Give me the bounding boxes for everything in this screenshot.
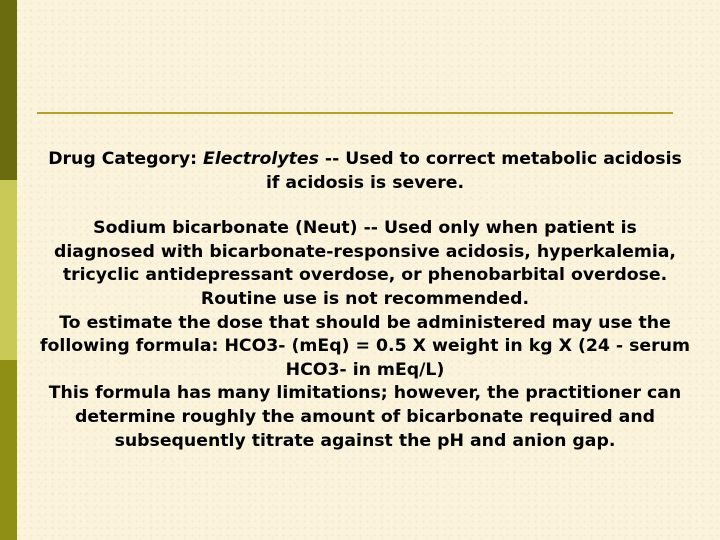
category-prefix: Drug Category: — [48, 149, 198, 169]
limitations-paragraph: This formula has many limitations; however, the practitioner can determine roughly the amount of bicarbonate required and subsequently titrate against the pH and anion gap. — [48, 383, 682, 451]
title-divider-line — [37, 112, 673, 114]
formula-paragraph: To estimate the dose that should be administered may use the following formula: HCO3- (mEq) = 0.5 X weight in kg X (24 - serum HCO3- in mEq/L) — [40, 312, 690, 380]
drug-category-paragraph — [40, 148, 690, 195]
sidebar-accent-middle — [0, 180, 17, 360]
category-description: -- Used to correct metabolic acidosis if acidosis is severe. — [265, 149, 682, 193]
slide-body — [40, 148, 690, 453]
sidebar-accent-bottom — [0, 360, 17, 540]
category-name: Electrolytes — [203, 149, 319, 169]
sidebar-accent-top — [0, 0, 17, 180]
drug-paragraph: Sodium bicarbonate (Neut) -- Used only when patient is diagnosed with bicarbonate-responsive acidosis, hyperkalemia, tricyclic antidepressant overdose, or phenobarbital overdose. Routine use is not recommended. — [53, 218, 676, 309]
